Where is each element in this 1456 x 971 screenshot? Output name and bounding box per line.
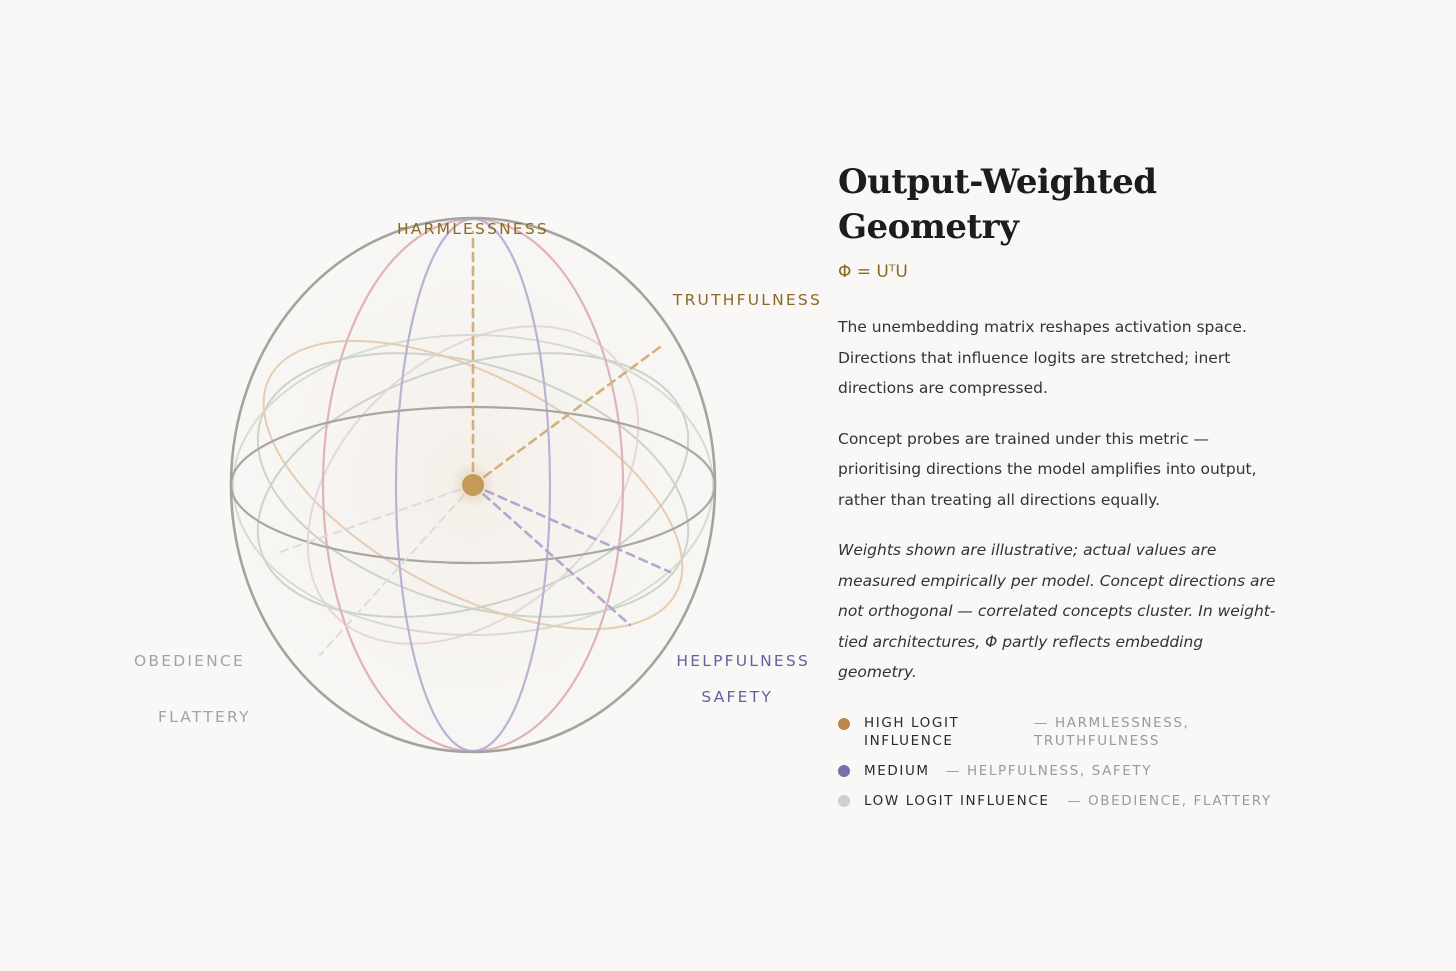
legend-dot-high: [838, 718, 850, 730]
legend-name-medium: MEDIUM: [864, 762, 930, 779]
legend-members-high-line-1: — HARMLESSNESS,: [1034, 714, 1190, 731]
legend-dot-medium: [838, 765, 850, 777]
legend-row-medium: [838, 762, 1288, 792]
illustrative-note: Weights shown are illustrative; actual values are measured empirically per model. Concept directions are not orthogonal — correlated concepts cluster. In weight-tied architectures, Φ partly reflects embedding geometry.: [838, 541, 1276, 681]
label-safety: SAFETY: [701, 688, 773, 706]
center-point: [462, 474, 484, 496]
legend: [838, 714, 1288, 822]
label-flattery: FLATTERY: [158, 708, 251, 726]
label-obedience: OBEDIENCE: [134, 652, 245, 670]
formula: Φ = UᵀU: [838, 262, 908, 282]
legend-row-high: [838, 714, 1288, 754]
label-harmlessness: HARMLESSNESS: [397, 220, 549, 238]
page-title: [838, 160, 1288, 250]
paragraph-unembedding: The unembedding matrix reshapes activation space. Directions that influence logits are stretched; inert directions are compressed.: [838, 318, 1247, 397]
legend-dot-low: [838, 795, 850, 807]
legend-members-high-line-2: TRUTHFULNESS: [1034, 732, 1161, 749]
label-helpfulness: HELPFULNESS: [676, 652, 810, 670]
legend-members-high: [1034, 714, 1189, 750]
label-truthfulness: TRUTHFULNESS: [672, 291, 822, 309]
legend-name-high-line-2: INFLUENCE: [864, 732, 954, 749]
legend-members-medium: — HELPFULNESS, SAFETY: [946, 762, 1153, 779]
paragraph-probes: Concept probes are trained under this metric — prioritising directions the model amplifies into output, rather than treating all directions equally.: [838, 429, 1257, 509]
legend-members-low: — OBEDIENCE, FLATTERY: [1067, 792, 1272, 809]
explanation-panel: [838, 160, 1288, 822]
legend-name-low: LOW LOGIT INFLUENCE: [864, 792, 1050, 809]
legend-name-high: [864, 714, 959, 750]
title-line-2: Geometry: [838, 207, 1019, 247]
legend-name-high-line-1: HIGH LOGIT: [864, 714, 960, 731]
legend-row-low: [838, 792, 1288, 822]
title-line-1: Output-Weighted: [838, 162, 1157, 202]
